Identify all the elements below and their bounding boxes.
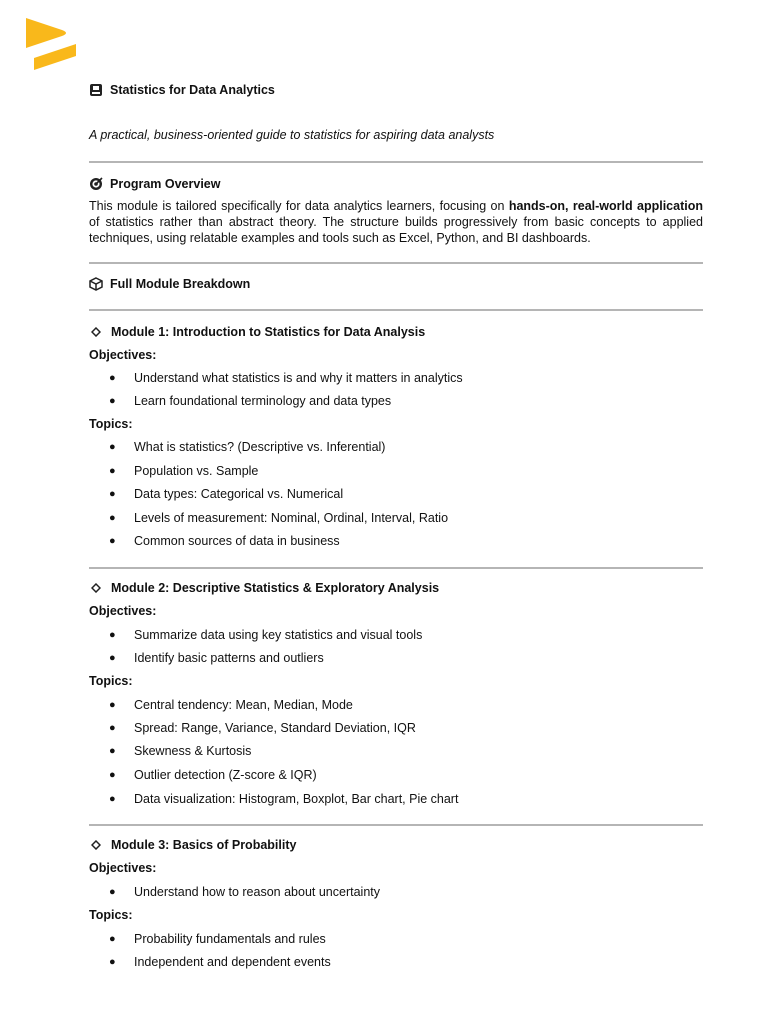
- list-item: ● Levels of measurement: Nominal, Ordinal, Interval, Ratio: [109, 511, 449, 525]
- bullet-icon: ●: [109, 488, 116, 500]
- divider: [89, 824, 703, 826]
- list-item: ● Data visualization: Histogram, Boxplot, Bar chart, Pie chart: [109, 792, 459, 806]
- overview-heading: Program Overview: [89, 177, 220, 191]
- document-title: Statistics for Data Analytics: [89, 83, 275, 97]
- list-item: ● Common sources of data in business: [109, 534, 340, 548]
- module-title: Module 3: Basics of Probability: [89, 838, 296, 852]
- list-item: ● Spread: Range, Variance, Standard Deviation, IQR: [109, 721, 416, 735]
- breakdown-heading: Full Module Breakdown: [89, 277, 250, 291]
- bullet-icon: ●: [109, 933, 116, 945]
- bullet-icon: ●: [109, 395, 116, 407]
- list-item: ● Independent and dependent events: [109, 955, 331, 969]
- list-item: ● Summarize data using key statistics and visual tools: [109, 628, 423, 642]
- list-item: ● Identify basic patterns and outliers: [109, 651, 324, 665]
- list-item: ● Probability fundamentals and rules: [109, 932, 326, 946]
- bullet-icon: ●: [109, 512, 116, 524]
- list-item: ● Understand how to reason about uncertainty: [109, 885, 380, 899]
- topics-label: Topics:: [89, 908, 133, 922]
- document-subtitle: A practical, business-oriented guide to statistics for aspiring data analysts: [89, 128, 495, 142]
- module-title: Module 1: Introduction to Statistics for Data Analysis: [89, 325, 425, 339]
- list-item: ● What is statistics? (Descriptive vs. Inferential): [109, 440, 386, 454]
- bullet-icon: ●: [109, 769, 116, 781]
- package-icon: [89, 277, 103, 291]
- objectives-label: Objectives:: [89, 861, 157, 875]
- list-item: ● Central tendency: Mean, Median, Mode: [109, 698, 353, 712]
- divider: [89, 262, 703, 264]
- bullet-icon: ●: [109, 722, 116, 734]
- bullet-icon: ●: [109, 465, 116, 477]
- module-title: Module 2: Descriptive Statistics & Exploratory Analysis: [89, 581, 439, 595]
- bullet-icon: ●: [109, 956, 116, 968]
- list-item: ● Skewness & Kurtosis: [109, 744, 252, 758]
- bullet-icon: ●: [109, 372, 116, 384]
- divider: [89, 567, 703, 569]
- list-item: ● Learn foundational terminology and data types: [109, 394, 392, 408]
- list-item: ● Outlier detection (Z-score & IQR): [109, 768, 317, 782]
- bullet-icon: ●: [109, 793, 116, 805]
- topics-label: Topics:: [89, 674, 133, 688]
- list-item: ● Understand what statistics is and why it matters in analytics: [109, 371, 463, 385]
- bullet-icon: ●: [109, 745, 116, 757]
- bullet-icon: ●: [109, 629, 116, 641]
- diamond-icon: [91, 327, 101, 337]
- bullet-icon: ●: [109, 699, 116, 711]
- overview-paragraph: This module is tailored specifically for data analytics learners, focusing on hands-on, real-world application of statistics rather than abstract theory. The structure builds progressively from basic concepts to applied techniques, using relatable examples and tools such as Excel, Python, and BI dashboards.: [89, 199, 703, 245]
- bullet-icon: ●: [109, 886, 116, 898]
- list-item: ● Population vs. Sample: [109, 464, 259, 478]
- bullet-icon: ●: [109, 535, 116, 547]
- diamond-icon: [91, 583, 101, 593]
- topics-label: Topics:: [89, 417, 133, 431]
- objectives-label: Objectives:: [89, 348, 157, 362]
- list-item: ● Data types: Categorical vs. Numerical: [109, 487, 344, 501]
- bullet-icon: ●: [109, 652, 116, 664]
- bullet-icon: ●: [109, 441, 116, 453]
- divider: [89, 309, 703, 311]
- objectives-label: Objectives:: [89, 604, 157, 618]
- target-icon: [89, 177, 103, 191]
- notebook-icon: [89, 83, 103, 97]
- brand-logo: [26, 18, 80, 72]
- diamond-icon: [91, 840, 101, 850]
- divider: [89, 161, 703, 163]
